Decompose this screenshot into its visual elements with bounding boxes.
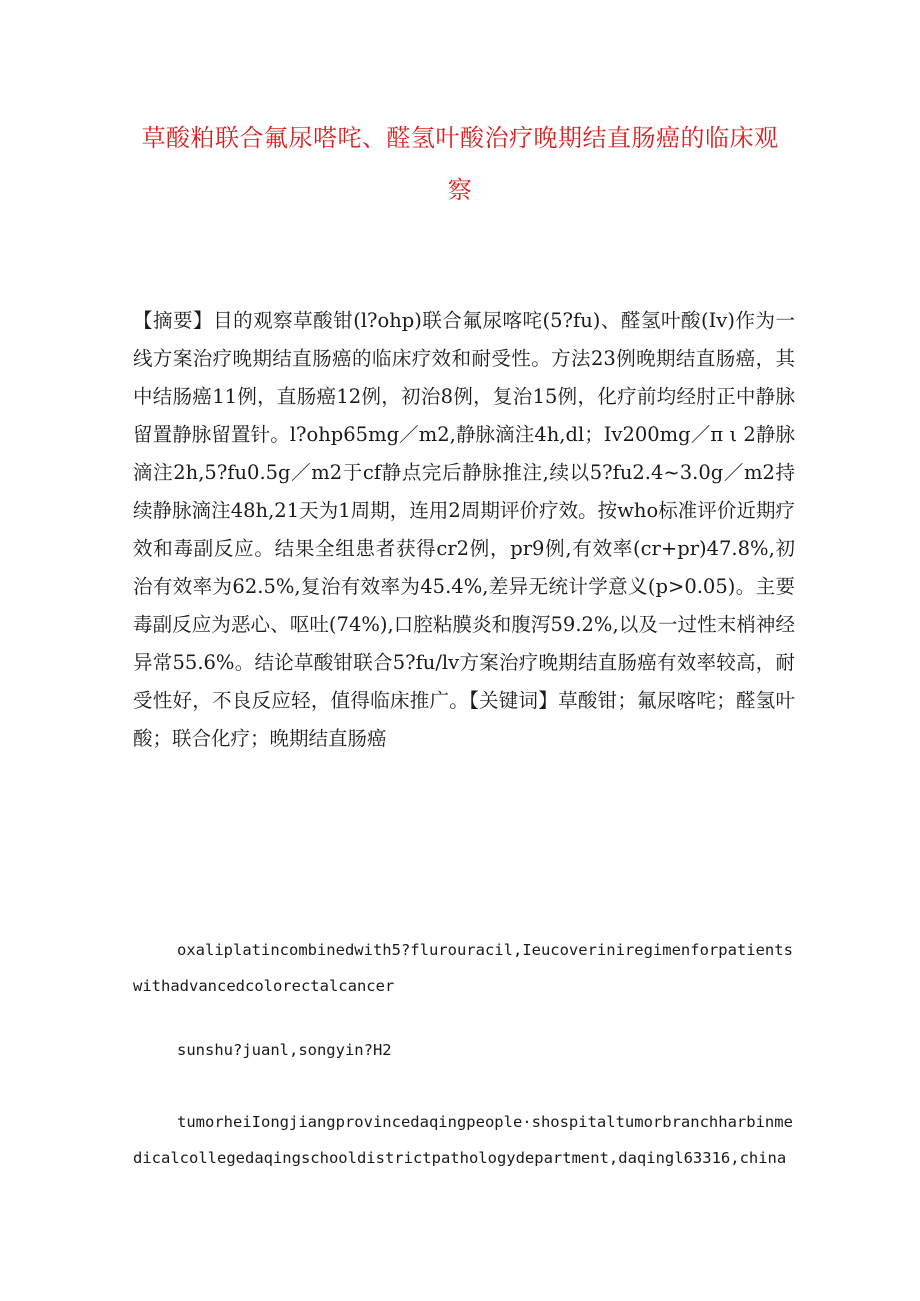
english-affiliation-text: tumorheiIongjiangprovincedaqingpeople·shospitaltumorbranchharbinmedicalcollegedaqingschooldistrictpathologydepartment,daqingl63316,china	[133, 1113, 793, 1167]
abstract-paragraph: 【摘要】目的观察草酸钳(l?ohp)联合氟尿喀咤(5?fu)、醛氢叶酸(Iv)作为一线方案治疗晚期结直肠癌的临床疗效和耐受性。方法23例晚期结直肠癌，其中结肠癌11例，直肠癌12例，初治8例，复治15例，化疗前均经肘正中静脉留置静脉留置针。l?ohp65mg／m2,静脉滴注4h,dl；Iv200mg／π ι 2静脉滴注2h,5?fu0.5g／m2于cf静点完后静脉推注,续以5?fu2.4~3.0g／m2持续静脉滴注48h,21天为1周期，连用2周期评价疗效。按who标准评价近期疗效和毒副反应。结果全组患者获得cr2例，pr9例,有效率(cr+pr)47.8%,初治有效率为62.5%,复治有效率为45.4%,差异无统计学意义(p>0.05)。主要毒副反应为恶心、呕吐(74%),口腔粘膜炎和腹泻59.2%,以及一过性末梢神经异常55.6%。结论草酸钳联合5?fu/lv方案治疗晚期结直肠癌有效率较高，耐受性好，不良反应轻，值得临床推广。【关键词】草酸钳；氟尿喀咤；醛氢叶酸；联合化疗；晚期结直肠癌	[133, 309, 795, 750]
english-title-text: oxaliplatincombinedwith5?flurouracil,Ieucoveriniregimenforpatientswithadvancedcolorectalcancer	[133, 941, 793, 995]
english-authors	[133, 1032, 795, 1068]
english-authors-text: sunshu?juanl,songyin?H2	[177, 1041, 392, 1059]
english-affiliation	[133, 1104, 795, 1176]
paper-title: 草酸粕联合氟尿嗒咤、醛氢叶酸治疗晚期结直肠癌的临床观察	[141, 124, 779, 204]
english-title	[133, 932, 795, 1004]
